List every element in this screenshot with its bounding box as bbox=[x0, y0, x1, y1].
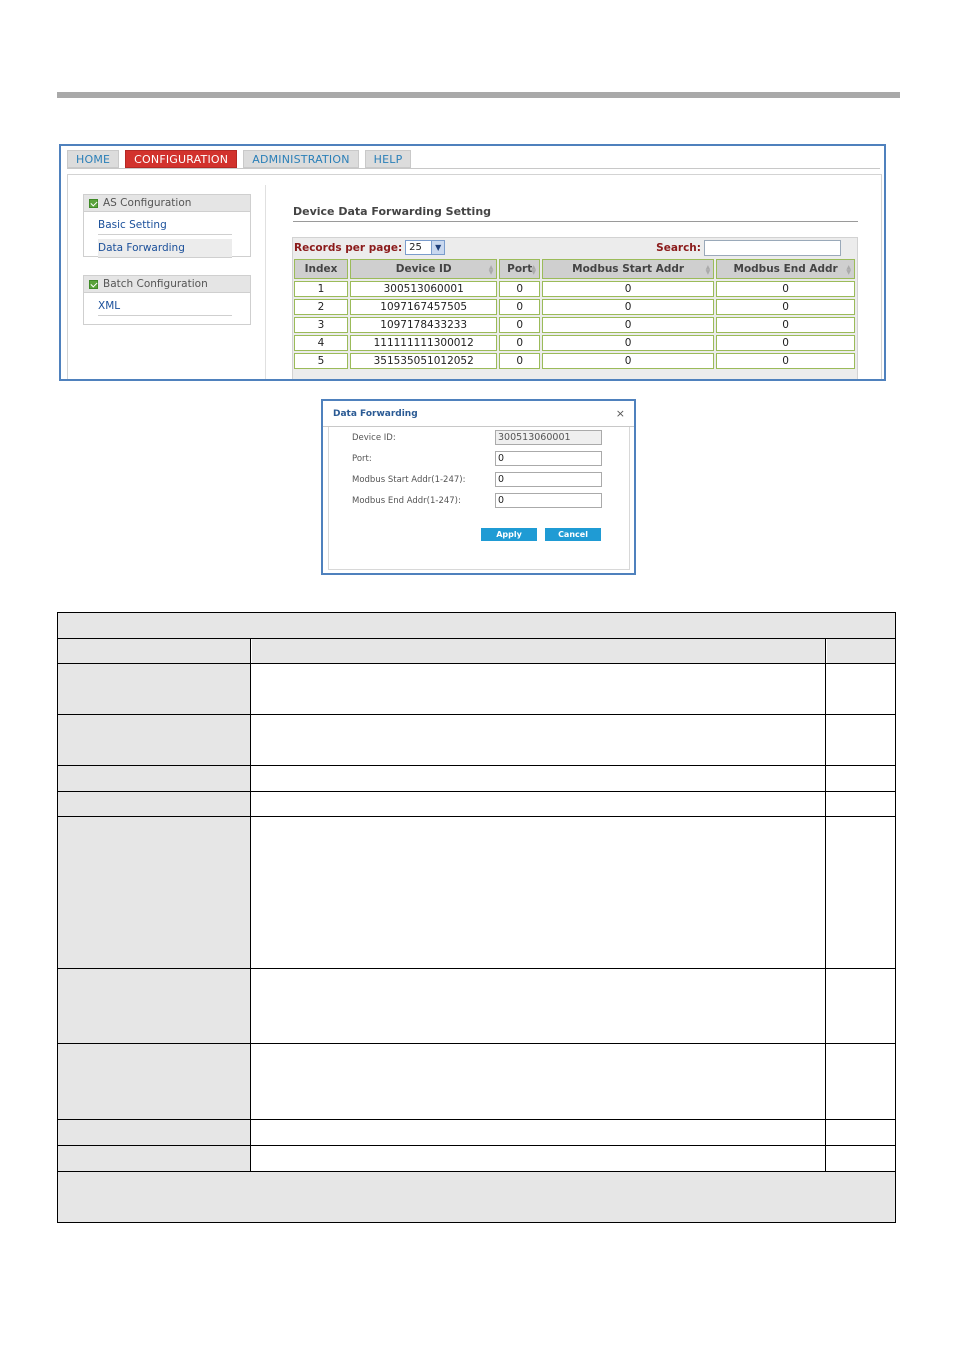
cancel-button[interactable]: Cancel bbox=[545, 528, 601, 541]
table-cell bbox=[58, 664, 251, 714]
records-per-page-value: 25 bbox=[409, 242, 422, 253]
cell-device-id: 1097167457505 bbox=[350, 299, 497, 315]
cell-modbus-end: 0 bbox=[716, 281, 855, 297]
table-cell bbox=[58, 817, 251, 968]
dialog-header bbox=[323, 401, 634, 427]
cell-index: 4 bbox=[294, 335, 348, 351]
modbus-start-input[interactable]: 0 bbox=[495, 472, 602, 487]
cell-modbus-start: 0 bbox=[542, 353, 714, 369]
cell-port: 0 bbox=[499, 353, 540, 369]
table-cell bbox=[58, 1120, 251, 1145]
table-cell bbox=[252, 817, 826, 968]
table-cell bbox=[58, 639, 251, 663]
sidebar-group-header[interactable] bbox=[84, 195, 250, 212]
cell-modbus-end: 0 bbox=[716, 353, 855, 369]
table-row[interactable] bbox=[294, 317, 855, 333]
content-area bbox=[67, 174, 882, 381]
tab-administration[interactable]: ADMINISTRATION bbox=[243, 150, 358, 168]
table-row[interactable] bbox=[294, 353, 855, 369]
cell-modbus-end: 0 bbox=[716, 335, 855, 351]
column-header-label: Modbus End Addr bbox=[733, 263, 838, 275]
table-cell bbox=[252, 1120, 826, 1145]
column-header-label: Index bbox=[304, 263, 338, 275]
data-forwarding-dialog bbox=[321, 399, 636, 575]
table-cell bbox=[827, 792, 895, 816]
table-row bbox=[58, 664, 895, 715]
tab-help[interactable]: HELP bbox=[365, 150, 412, 168]
table-cell bbox=[252, 969, 826, 1043]
table-row[interactable] bbox=[294, 335, 855, 351]
search-label: Search: bbox=[656, 241, 701, 254]
table-cell bbox=[827, 1044, 895, 1119]
table-row bbox=[58, 817, 895, 969]
table-cell bbox=[252, 792, 826, 816]
table-cell bbox=[827, 639, 895, 663]
sort-icon: ▲ ▼ bbox=[846, 264, 851, 276]
records-per-page-select[interactable] bbox=[405, 240, 445, 255]
cell-port: 0 bbox=[499, 281, 540, 297]
reference-table bbox=[57, 612, 896, 1223]
main-nav bbox=[67, 150, 411, 168]
search-input[interactable] bbox=[704, 240, 841, 256]
table-cell bbox=[58, 1146, 251, 1171]
device-id-input: 300513060001 bbox=[495, 430, 602, 445]
column-header-port[interactable] bbox=[499, 259, 540, 279]
cell-index: 1 bbox=[294, 281, 348, 297]
column-header-modbus-start-addr[interactable] bbox=[542, 259, 714, 279]
table-row bbox=[58, 1044, 895, 1120]
table-cell bbox=[252, 1044, 826, 1119]
table-cell bbox=[252, 1146, 826, 1171]
field-label: Port: bbox=[352, 454, 372, 464]
cell-modbus-start: 0 bbox=[542, 317, 714, 333]
table-cell bbox=[252, 639, 826, 663]
column-header-modbus-end-addr[interactable] bbox=[716, 259, 855, 279]
table-row bbox=[58, 766, 895, 792]
cell-device-id: 351535051012052 bbox=[350, 353, 497, 369]
sidebar-group-header[interactable] bbox=[84, 276, 250, 293]
cell-device-id: 1097178433233 bbox=[350, 317, 497, 333]
table-footer-band bbox=[58, 1172, 895, 1222]
table-row bbox=[58, 1146, 895, 1172]
table-cell bbox=[58, 715, 251, 765]
cell-modbus-start: 0 bbox=[542, 299, 714, 315]
cell-port: 0 bbox=[499, 317, 540, 333]
field-label: Modbus Start Addr(1-247): bbox=[352, 475, 466, 485]
table-cell bbox=[252, 715, 826, 765]
sidebar-group-title: AS Configuration bbox=[103, 196, 192, 209]
checkbox-icon bbox=[89, 280, 98, 289]
sidebar-item-data-forwarding[interactable]: Data Forwarding bbox=[98, 239, 232, 258]
web-ui-screenshot bbox=[59, 144, 886, 381]
sort-icon: ▲ ▼ bbox=[705, 264, 711, 276]
sidebar-group-batch-configuration bbox=[83, 275, 251, 325]
cell-modbus-end: 0 bbox=[716, 317, 855, 333]
sidebar-item-xml[interactable]: XML bbox=[98, 297, 232, 316]
column-header-label: Device ID bbox=[395, 263, 452, 275]
table-cell bbox=[58, 792, 251, 816]
table-row bbox=[58, 792, 895, 817]
cell-index: 2 bbox=[294, 299, 348, 315]
modbus-end-input[interactable]: 0 bbox=[495, 493, 602, 508]
table-row bbox=[58, 613, 895, 639]
page-title: Device Data Forwarding Setting bbox=[293, 205, 858, 222]
cell-port: 0 bbox=[499, 335, 540, 351]
nav-divider bbox=[67, 168, 880, 169]
table-cell bbox=[252, 766, 826, 791]
table-row bbox=[58, 1172, 895, 1222]
column-header-label: Port bbox=[507, 263, 533, 275]
port-input[interactable]: 0 bbox=[495, 451, 602, 466]
table-row bbox=[58, 715, 895, 766]
dialog-title: Data Forwarding bbox=[333, 409, 418, 419]
tab-home[interactable]: HOME bbox=[67, 150, 119, 168]
sidebar-group-as-configuration bbox=[83, 194, 251, 257]
cell-modbus-start: 0 bbox=[542, 281, 714, 297]
table-row bbox=[58, 969, 895, 1044]
dialog-body bbox=[328, 427, 630, 570]
sidebar-group-title: Batch Configuration bbox=[103, 277, 208, 290]
table-row[interactable] bbox=[294, 299, 855, 315]
table-cell bbox=[827, 1146, 895, 1171]
tab-configuration[interactable]: CONFIGURATION bbox=[125, 150, 237, 168]
chevron-down-icon[interactable]: ▼ bbox=[431, 241, 444, 254]
field-label: Device ID: bbox=[352, 433, 396, 443]
table-header-band bbox=[58, 613, 895, 638]
table-row bbox=[58, 1120, 895, 1146]
table-cell bbox=[827, 715, 895, 765]
table-cell bbox=[827, 969, 895, 1043]
table-cell bbox=[58, 766, 251, 791]
close-icon[interactable]: × bbox=[615, 407, 625, 420]
table-cell bbox=[827, 1120, 895, 1145]
sort-icon: ▲ ▼ bbox=[488, 264, 494, 276]
apply-button[interactable]: Apply bbox=[481, 528, 537, 541]
cell-port: 0 bbox=[499, 299, 540, 315]
column-header-label: Modbus Start Addr bbox=[572, 263, 685, 275]
grid-toolbar bbox=[293, 238, 857, 257]
column-header-device-id[interactable] bbox=[350, 259, 497, 279]
records-per-page-label: Records per page: bbox=[294, 241, 403, 254]
device-grid bbox=[292, 237, 858, 381]
cell-index: 3 bbox=[294, 317, 348, 333]
table-cell bbox=[827, 766, 895, 791]
field-label: Modbus End Addr(1-247): bbox=[352, 496, 461, 506]
cell-device-id: 111111111300012 bbox=[350, 335, 497, 351]
table-cell bbox=[58, 1044, 251, 1119]
column-header-index[interactable] bbox=[294, 259, 348, 279]
sidebar-divider bbox=[265, 185, 266, 381]
table-cell bbox=[827, 817, 895, 968]
table-cell bbox=[58, 969, 251, 1043]
device-table bbox=[292, 257, 857, 371]
sidebar-item-basic-setting[interactable]: Basic Setting bbox=[98, 216, 232, 235]
table-cell bbox=[252, 664, 826, 714]
checkbox-icon bbox=[89, 199, 98, 208]
cell-device-id: 300513060001 bbox=[350, 281, 497, 297]
table-row bbox=[58, 639, 895, 664]
page-header-rule bbox=[57, 92, 900, 98]
cell-modbus-end: 0 bbox=[716, 299, 855, 315]
table-row[interactable] bbox=[294, 281, 855, 297]
table-cell bbox=[827, 664, 895, 714]
sort-icon: ▲ ▼ bbox=[531, 264, 536, 276]
cell-modbus-start: 0 bbox=[542, 335, 714, 351]
cell-index: 5 bbox=[294, 353, 348, 369]
